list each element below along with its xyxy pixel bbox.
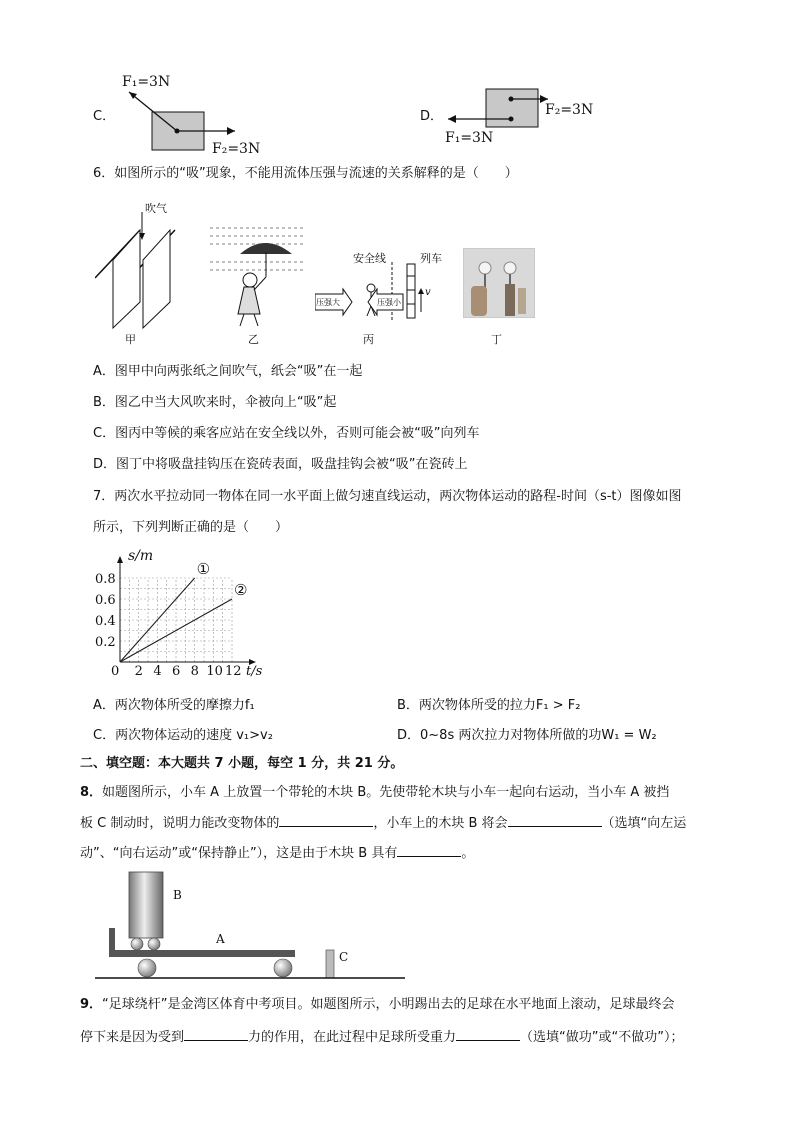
- q6-option-d: D．图丁中将吸盘挂钩压在瓷砖表面，吸盘挂钩会被“吸”在瓷砖上: [93, 457, 468, 472]
- safety-line-label: 安全线: [353, 252, 386, 265]
- q8-number: 8．: [80, 785, 103, 800]
- q6-option-b: B．图乙中当大风吹来时，伞被向上“吸”起: [93, 395, 337, 410]
- x-tick-label: 8: [190, 664, 199, 679]
- q9-text-2a: 停下来是因为受到: [80, 1030, 185, 1045]
- velocity-label: v: [425, 287, 431, 298]
- force-label-f1: F₁=3N: [445, 130, 494, 146]
- q6-option-a: A．图甲中向两张纸之间吹气，纸会“吸”在一起: [93, 364, 363, 379]
- answer-blank-3[interactable]: [397, 843, 461, 857]
- answer-blank-2[interactable]: [508, 813, 602, 827]
- q8-text-2b: ，小车上的木块 B 将会: [373, 816, 508, 831]
- blow-label: 吹气: [145, 202, 167, 215]
- pressure-small-label: 压强小: [377, 298, 401, 307]
- stopper-label-c: C: [339, 950, 349, 964]
- q6-stem: 6．如图所示的“吸”现象，不能用流体压强与流速的关系解释的是（ ）: [93, 166, 518, 181]
- q9-text-2c: （选填“做功”或“不做功”）；: [520, 1030, 684, 1045]
- q9-text-1: “足球绕杆”是金湾区体育中考项目。如题图所示，小明踢出去的足球在水平地面上滚动，足球最终会: [102, 997, 675, 1012]
- figure-label-jia: 甲: [125, 333, 136, 346]
- q8-line2: [80, 813, 686, 833]
- cart-label-a: A: [216, 932, 225, 946]
- pressure-big-label: 压强大: [316, 298, 340, 307]
- q7-option-c: C．两次物体运动的速度 v₁>v₂: [93, 728, 273, 743]
- force-label-f2: F₂=3N: [212, 141, 261, 157]
- force-label-f1: F₁=3N: [122, 74, 171, 90]
- figure-label-ding: 丁: [491, 333, 502, 346]
- force-label-f2: F₂=3N: [545, 102, 594, 118]
- q7-stem-line2: 所示，下列判断正确的是（ ）: [93, 520, 289, 535]
- answer-blank-4[interactable]: [184, 1027, 248, 1041]
- umbrella-figure: [210, 222, 305, 330]
- q9-number: 9．: [80, 997, 103, 1012]
- x-tick-label: 4: [153, 664, 162, 679]
- q7-option-d: D．0~8s 两次拉力对物体所做的功W₁ = W₂: [397, 728, 657, 743]
- y-tick-label: 0.2: [95, 635, 116, 650]
- x-tick-label: 6: [172, 664, 181, 679]
- train-label: 列车: [420, 252, 442, 265]
- q9-text-2b: 力的作用，在此过程中足球所受重力: [248, 1030, 457, 1045]
- q6-option-c: C．图丙中等候的乘客应站在安全线以外，否则可能会被“吸”向列车: [93, 426, 480, 441]
- cart-block-figure: [95, 868, 415, 983]
- y-axis-arrow: [117, 556, 123, 563]
- option-letter: C．: [93, 109, 116, 124]
- x-tick-label: 2: [134, 664, 143, 679]
- q8-line3: [80, 843, 474, 863]
- q8-line1: [80, 784, 669, 802]
- figure-label-yi: 乙: [248, 333, 259, 346]
- x-tick-label: 10: [206, 664, 223, 679]
- q7-stem-line1: 7．两次水平拉动同一物体在同一水平面上做匀速直线运动，两次物体运动的路程-时间（s-t）图像如图: [93, 489, 682, 504]
- block-label-b: B: [173, 888, 182, 902]
- y-tick-label: 0.8: [95, 572, 116, 587]
- paper-blowing-figure: [95, 200, 185, 330]
- y-tick-label: 0.6: [95, 593, 116, 608]
- section-title: 二、填空题：本大题共 7 小题，每空 1 分，共 21 分。: [80, 756, 404, 771]
- q8-text-3a: 动”、“向右运动”或“保持静止”），这是由于木块 B 具有: [80, 846, 398, 861]
- x-axis-label: t/s: [246, 664, 263, 679]
- x-tick-label: 0: [111, 664, 120, 679]
- q8-text-2c: （选填“向左运: [601, 816, 687, 831]
- q8-text-1: 如题图所示，小车 A 上放置一个带轮的木块 B。先使带轮木块与小车一起向右运动，当小车 A 被挡: [102, 785, 670, 800]
- figure-label-bing: 丙: [363, 333, 374, 346]
- y-axis-label: s/m: [128, 548, 154, 564]
- option-letter: D．: [420, 109, 444, 124]
- q9-line1: [80, 996, 675, 1014]
- q7-option-b: B．两次物体所受的拉力F₁ > F₂: [397, 698, 581, 713]
- x-tick-label: 12: [225, 664, 242, 679]
- q7-option-a: A．两次物体所受的摩擦力f₁: [93, 698, 255, 713]
- q9-line2: [80, 1027, 683, 1047]
- series-label-2: ②: [234, 581, 248, 599]
- st-graph: [95, 548, 275, 680]
- series-label-1: ①: [196, 560, 211, 578]
- q8-text-3b: 。: [461, 846, 475, 861]
- q8-text-2a: 板 C 制动时，说明力能改变物体的: [80, 816, 280, 831]
- y-tick-label: 0.4: [95, 614, 116, 629]
- suction-hook-figure: [463, 248, 535, 318]
- platform-figure: [315, 262, 435, 322]
- answer-blank-1[interactable]: [279, 813, 373, 827]
- answer-blank-5[interactable]: [456, 1027, 520, 1041]
